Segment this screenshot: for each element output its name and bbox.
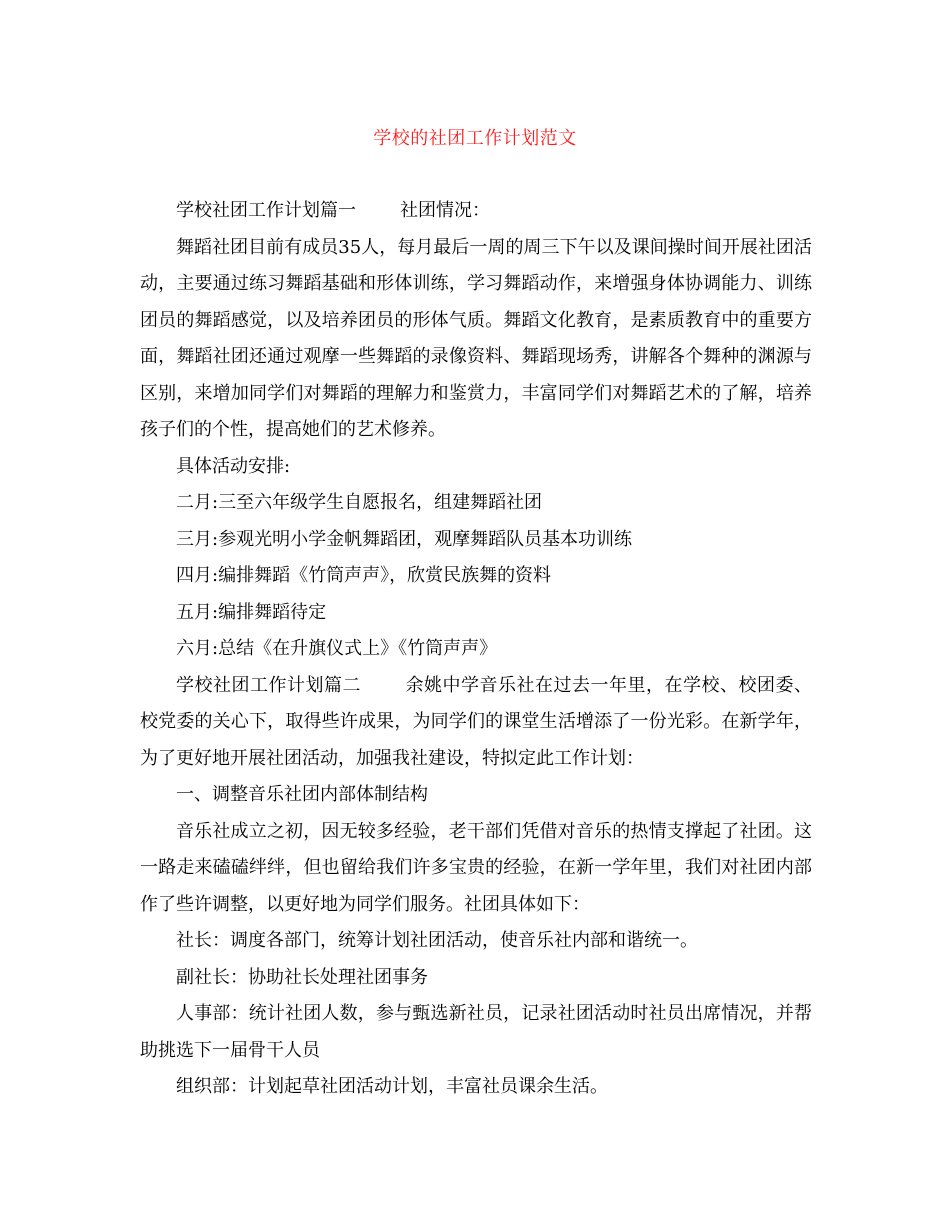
paragraph-schedule-heading: 具体活动安排: — [176, 455, 291, 477]
paragraph-president: 社长：调度各部门，统筹计划社团活动，使音乐社内部和谐统一。 — [176, 930, 698, 951]
paragraph-organization: 组织部：计划起草社团活动计划，丰富社员课余生活。 — [176, 1076, 608, 1097]
paragraph-june: 六月:总结《在升旗仪式上》《竹筒声声》 — [176, 638, 498, 659]
paragraph-march: 三月:参观光明小学金帆舞蹈团，观摩舞蹈队员基本功训练 — [176, 528, 633, 550]
paragraph-vice-president: 副社长：协助社长处理社团事务 — [176, 966, 428, 988]
paragraph-part1: 一、调整音乐社团内部体制结构 — [176, 784, 428, 805]
paragraph-february: 二月:三至六年级学生自愿报名，组建舞蹈社团 — [176, 492, 543, 513]
document-title: 学校的社团工作计划范文 — [373, 128, 577, 149]
section1-heading: 学校社团工作计划篇一 — [176, 200, 356, 221]
section2-paragraph — [140, 668, 812, 778]
section1-subheading: 社团情况： — [400, 200, 490, 221]
section1-heading-line — [140, 193, 812, 230]
section2-intro: 余姚中学音乐社在过去一年里，在学校、校团委、校党委的关心下，取得些许成果，为同学们的课堂生活增添了一份光彩。在新学年，为了更好地开展社团活动，加强我社建设，特拟定此工作计划： — [140, 674, 812, 769]
paragraph-music-intro: 音乐社成立之初，因无较多经验，老干部们凭借对音乐的热情支撑起了社团。这一路走来磕磕绊绊，但也留给我们许多宝贵的经验，在新一学年里，我们对社团内部作了些许调整，以更好地为同学们服务。社团具体如下： — [140, 820, 812, 915]
section2-heading: 学校社团工作计划篇二 — [176, 674, 361, 696]
document-body — [140, 193, 812, 1106]
paragraph-hr: 人事部：统计社团人数，参与甄选新社员，记录社团活动时社员出席情况，并帮助挑选下一届骨干人员 — [140, 1003, 812, 1061]
paragraph-april: 四月:编排舞蹈《竹筒声声》，欣赏民族舞的资料 — [176, 565, 552, 586]
paragraph-may: 五月:编排舞蹈待定 — [176, 601, 327, 623]
paragraph-dance-intro: 舞蹈社团目前有成员35人，每月最后一周的周三下午以及课间操时间开展社团活动，主要通过练习舞蹈基础和形体训练，学习舞蹈动作，来增强身体协调能力、训练团员的舞蹈感觉，以及培养团员的形体气质。舞蹈文化教育，是素质教育中的重要方面，舞蹈社团还通过观摩一些舞蹈的录像资料、舞蹈现场秀，讲解各个舞种的渊源与区别，来增加同学们对舞蹈的理解力和鉴赏力，丰富同学们对舞蹈艺术的了解，培养孩子们的个性，提高她们的艺术修养。 — [140, 236, 812, 440]
